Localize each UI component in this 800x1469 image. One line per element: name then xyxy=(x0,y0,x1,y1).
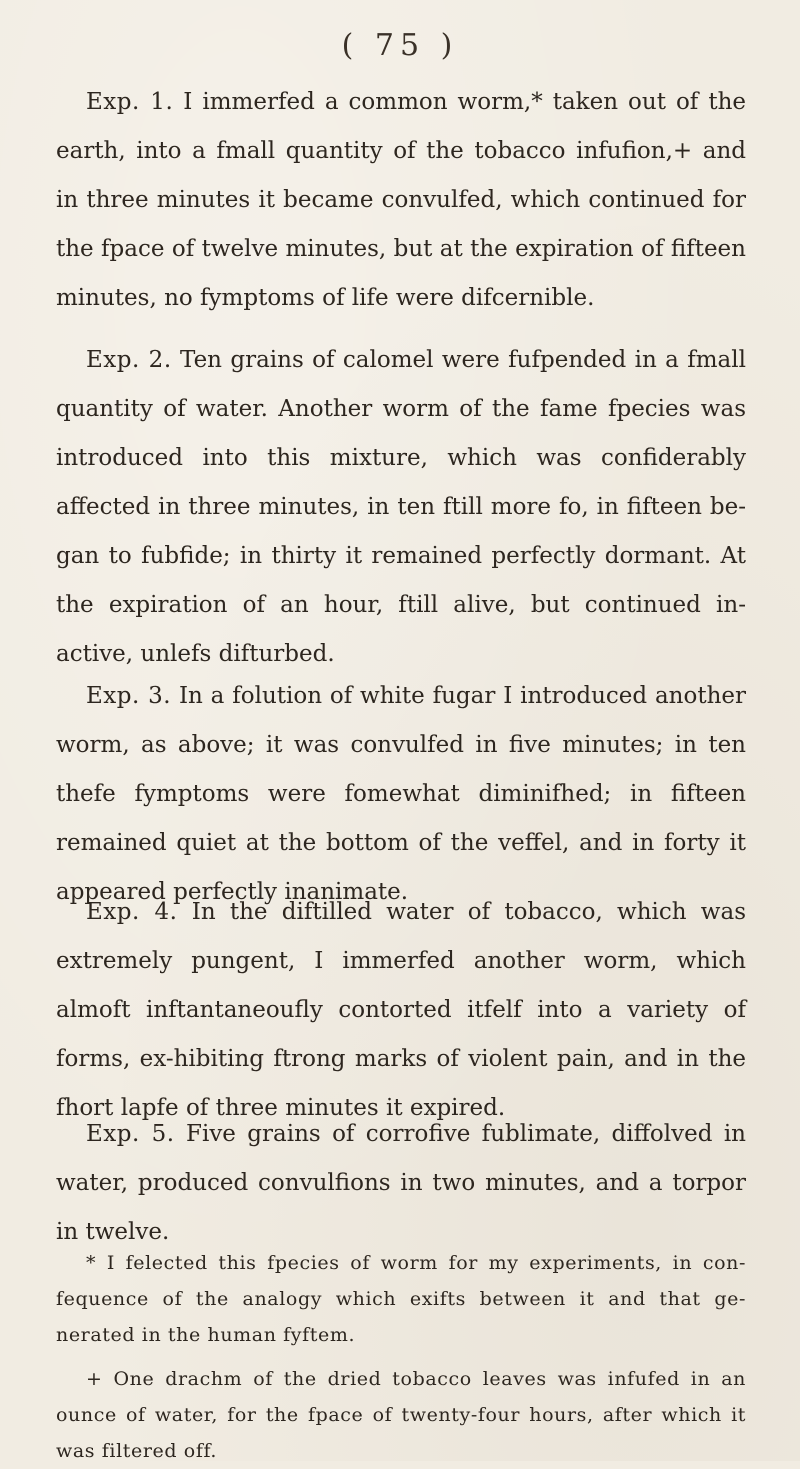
experiment-text: In the diftilled water of tobacco, which was extremely pungent, I immerfed another worm, which almoft inftantaneoufly contorted itfelf into a variety of forms, ex-hibiting ftrong marks of violent pain, and in the fhort lapfe of three minutes it expired. xyxy=(56,899,746,1121)
experiment-text: Ten grains of calomel were fufpended in a fmall quantity of water. Another worm of the fame fpecies was introduced into this mixture, which was confiderably affected in three minutes, in ten ftill more fo, in fifteen be-gan to fubfide; in thirty it remained perfectly dormant. At the expiration of an hour, ftill alive, but continued in-active, unlefs difturbed. xyxy=(56,347,746,667)
page-number: ( 75 ) xyxy=(341,28,459,63)
experiment-heading: Exp. 2. xyxy=(86,347,172,373)
experiment-heading: Exp. 5. xyxy=(86,1121,175,1147)
experiment-paragraph-5 xyxy=(56,1110,746,1257)
experiment-paragraph-3 xyxy=(56,672,746,917)
experiment-heading: Exp. 1. xyxy=(86,89,174,115)
experiment-text: In a folution of white fugar I introduced another worm, as above; it was convulfed in five minutes; in ten thefe fymptoms were fomewhat diminifhed; in fifteen remained quiet at the bottom of the veffel, and in forty it appeared perfectly inanimate. xyxy=(56,683,746,905)
experiment-paragraph-1 xyxy=(56,78,746,323)
footnotes xyxy=(56,1245,746,1469)
footnote xyxy=(56,1361,746,1469)
footnote-mark: + xyxy=(86,1368,103,1390)
experiment-text: I immerfed a common worm,* taken out of the earth, into a fmall quantity of the tobacco infufion,+ and in three minutes it became convulfed, which continued for the fpace of twelve minutes, but at the expiration of fifteen minutes, no fymptoms of life were difcernible. xyxy=(56,89,746,311)
footnote-text: I felected this fpecies of worm for my experiments, in con-fequence of the analogy which exifts between it and that ge-nerated in the human fyftem. xyxy=(56,1252,747,1346)
footnote-mark: * xyxy=(86,1252,97,1274)
experiment-text: Five grains of corrofive fublimate, diffolved in water, produced convulfions in two minutes, and a torpor in twelve. xyxy=(56,1121,746,1245)
experiment-heading: Exp. 3. xyxy=(86,683,172,709)
footnote xyxy=(56,1245,746,1353)
experiment-heading: Exp. 4. xyxy=(86,899,178,925)
experiment-paragraph-2 xyxy=(56,336,746,679)
experiment-paragraph-4 xyxy=(56,888,746,1133)
footnote-text: One drachm of the dried tobacco leaves was infufed in an ounce of water, for the fpace of twenty-four hours, after which it was filtered off. xyxy=(56,1368,746,1462)
